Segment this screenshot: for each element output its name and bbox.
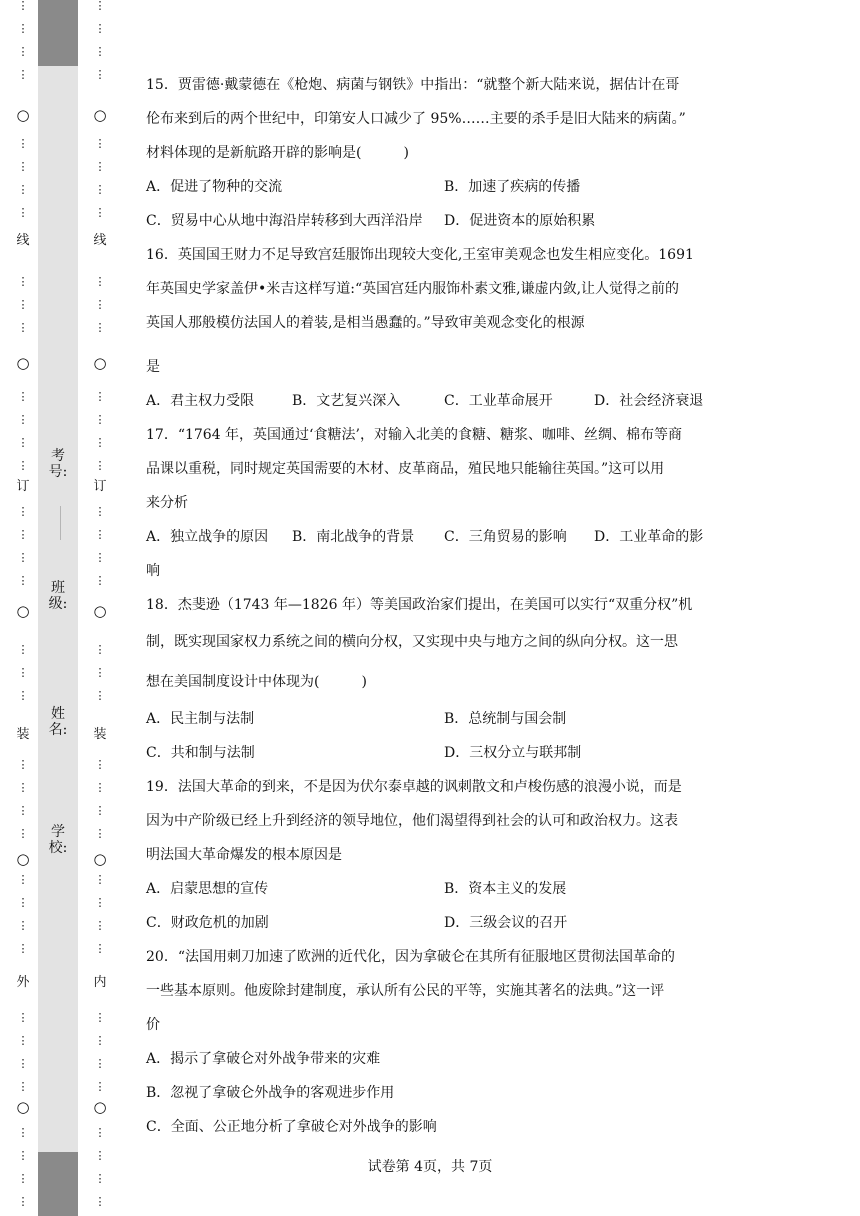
binding-dots: ⋮: [94, 781, 106, 794]
binding-dots: ⋮: [17, 298, 29, 311]
binding-dots: ⋮: [94, 666, 106, 679]
question-text-line: 制，既实现国家权力系统之间的横向分权，又实现中央与地方之间的纵向分权。这一思: [146, 634, 678, 650]
option-b: B．南北战争的背景: [292, 529, 415, 545]
option-b: B．加速了疾病的传播: [444, 179, 581, 195]
exam-number-blank: [60, 506, 61, 540]
binding-dots: ⋮: [17, 804, 29, 817]
binding-dots: ⋮: [17, 206, 29, 219]
binding-dots: ⋮: [17, 275, 29, 288]
binding-dots: ⋮: [17, 689, 29, 702]
option-a: A．君主权力受限: [146, 393, 255, 409]
option-row: [146, 702, 720, 736]
binding-dots: ⋮: [17, 1126, 29, 1139]
option-c: C．三角贸易的影响: [444, 529, 567, 545]
binding-dots: ⋮: [94, 137, 106, 150]
binding-dots: ⋮: [94, 827, 106, 840]
binding-dots: ⋮: [94, 1149, 106, 1162]
question-text-line: 材料体现的是新航路开辟的影响是( ): [146, 145, 409, 161]
binding-dots: ⋮: [17, 666, 29, 679]
binding-dots: ⋮: [94, 643, 106, 656]
binding-dots: ⋮: [94, 68, 106, 81]
question-text-line: 16．英国国王财力不足导致宫廷服饰出现较大变化,王室审美观念也发生相应变化。1691: [146, 247, 694, 263]
question-18: [146, 588, 720, 770]
binding-dots: ⋮: [17, 1011, 29, 1024]
exam-number-label: 考号:: [48, 448, 68, 480]
binding-dots: ⋮: [17, 643, 29, 656]
option-c: C．共和制与法制: [146, 745, 255, 761]
option-continuation: 响: [146, 563, 160, 579]
binding-dots: ⋮: [17, 183, 29, 196]
binding-dots: ⋮: [94, 758, 106, 771]
question-text-line: 19．法国大革命的到来，不是因为伏尔泰卓越的讽刺散文和卢梭伤感的浪漫小说，而是: [146, 779, 682, 795]
question-content: [146, 68, 720, 1144]
question-text-line: 20．“法国用刺刀加速了欧洲的近代化，因为拿破仑在其所有征服地区贯彻法国革命的: [146, 949, 675, 965]
option-a: A．启蒙思想的宣传: [146, 881, 269, 897]
binding-dots: ⋮: [17, 1149, 29, 1162]
option-c: C．工业革命展开: [444, 393, 553, 409]
question-text-line: 英国人那般模仿法国人的着装,是相当愚蠢的。”导致审美观念变化的根源: [146, 315, 585, 331]
question-15: [146, 68, 720, 238]
binding-dots: ⋮: [94, 206, 106, 219]
binding-word: 订: [16, 479, 30, 494]
binding-dots: ⋮: [94, 689, 106, 702]
option-d: D．促进资本的原始积累: [444, 213, 596, 229]
binding-dots: ⋮: [17, 919, 29, 932]
binding-dots: ⋮: [17, 321, 29, 334]
binding-dots: ⋮: [17, 413, 29, 426]
class-label: 班级:: [48, 580, 68, 612]
binding-word: 线: [93, 233, 107, 248]
option-a: A．促进了物种的交流: [146, 179, 283, 195]
option-d: D．三权分立与联邦制: [444, 745, 582, 761]
binding-dots: ⋮: [17, 390, 29, 403]
binding-dots: ⋮: [94, 896, 106, 909]
binding-dots: ⋮: [94, 574, 106, 587]
option-row: [146, 384, 720, 418]
binding-dots: ⋮: [17, 896, 29, 909]
binding-hole-circle: ○: [16, 354, 30, 372]
binding-dots: ⋮: [94, 942, 106, 955]
option-c: C．财政危机的加剧: [146, 915, 269, 931]
binding-dots: ⋮: [17, 827, 29, 840]
binding-dots: ⋮: [17, 873, 29, 886]
option-row: [146, 736, 720, 770]
binding-word: 线: [16, 233, 30, 248]
question-text-line: 是: [146, 359, 160, 375]
question-text-line: 17．“1764 年，英国通过‘食糖法’，对输入北美的食糖、糖浆、咖啡、丝绸、棉布等商: [146, 427, 682, 443]
option-d: D．工业革命的影: [594, 529, 704, 545]
binding-dots: ⋮: [94, 505, 106, 518]
binding-dots: ⋮: [17, 758, 29, 771]
question-text-line: 明法国大革命爆发的根本原因是: [146, 847, 342, 863]
binding-hole-circle: ○: [93, 602, 107, 620]
option-b: B．忽视了拿破仑外战争的客观进步作用: [146, 1085, 395, 1101]
binding-dots: ⋮: [94, 1011, 106, 1024]
binding-dots: ⋮: [94, 804, 106, 817]
option-a: A．民主制与法制: [146, 711, 255, 727]
binding-dots: ⋮: [94, 1126, 106, 1139]
option-row: [146, 170, 720, 204]
binding-word: 装: [93, 727, 107, 742]
question-19: [146, 770, 720, 940]
inner-binding-line: [93, 0, 107, 1216]
binding-hole-circle: ○: [93, 106, 107, 124]
binding-dots: ⋮: [17, 68, 29, 81]
binding-word: 内: [93, 975, 107, 990]
binding-dots: ⋮: [94, 1080, 106, 1093]
binding-dots: ⋮: [94, 22, 106, 35]
question-20: [146, 940, 720, 1144]
school-label: 学校:: [48, 824, 68, 856]
binding-dots: ⋮: [17, 160, 29, 173]
binding-dots: ⋮: [94, 1195, 106, 1208]
option-row: [146, 204, 720, 238]
binding-dots: ⋮: [94, 160, 106, 173]
outer-binding-line: [16, 0, 30, 1216]
page-number: 试卷第 4页，共 7页: [367, 1159, 493, 1175]
option-row: [146, 906, 720, 940]
binding-dots: ⋮: [17, 22, 29, 35]
question-text-line: 年英国史学家盖伊•米吉这样写道:“英国宫廷内服饰朴素文雅,谦虚内敛,让人觉得之前的: [146, 281, 680, 297]
question-text-line: 来分析: [146, 495, 188, 511]
binding-dots: ⋮: [94, 1172, 106, 1185]
binding-word: 订: [93, 479, 107, 494]
binding-dots: ⋮: [17, 1195, 29, 1208]
binding-hole-circle: ○: [93, 1098, 107, 1116]
binding-dots: ⋮: [94, 919, 106, 932]
binding-dots: ⋮: [94, 413, 106, 426]
binding-hole-circle: ○: [93, 850, 107, 868]
question-text-line: 15．贾雷德·戴蒙德在《枪炮、病菌与钢铁》中指出：“就整个新大陆来说，据估计在哥: [146, 77, 680, 93]
option-a: A．独立战争的原因: [146, 529, 269, 545]
binding-dots: ⋮: [17, 1080, 29, 1093]
binding-dots: ⋮: [17, 781, 29, 794]
binding-dots: ⋮: [17, 1034, 29, 1047]
question-16: [146, 238, 720, 418]
binding-dots: ⋮: [17, 0, 29, 12]
question-text-line: 伦布来到后的两个世纪中，印第安人口减少了 95%……主要的杀手是旧大陆来的病菌。”: [146, 111, 686, 127]
option-b: B．文艺复兴深入: [292, 393, 401, 409]
binding-hole-circle: ○: [16, 1098, 30, 1116]
binding-dots: ⋮: [17, 942, 29, 955]
binding-dots: ⋮: [94, 459, 106, 472]
binding-dots: ⋮: [94, 0, 106, 12]
question-text-line: 18．杰斐逊（1743 年—1826 年）等美国政治家们提出，在美国可以实行“双重分权”机: [146, 597, 693, 613]
question-text-line: 一些基本原则。他废除封建制度，承认所有公民的平等，实施其著名的法典。”这一评: [146, 983, 665, 999]
binding-dots: ⋮: [94, 528, 106, 541]
binding-dots: ⋮: [94, 1057, 106, 1070]
binding-hole-circle: ○: [16, 850, 30, 868]
binding-dots: ⋮: [17, 45, 29, 58]
question-text-line: 品课以重税，同时规定英国需要的木材、皮革商品，殖民地只能输往英国。”这可以用: [146, 461, 665, 477]
name-label: 姓名:: [48, 706, 68, 738]
binding-dots: ⋮: [94, 436, 106, 449]
binding-hole-circle: ○: [16, 106, 30, 124]
option-c: C．贸易中心从地中海沿岸转移到大西洋沿岸: [146, 213, 423, 229]
binding-strip-top-block: [38, 0, 78, 66]
option-c: C．全面、公正地分析了拿破仑对外战争的影响: [146, 1119, 437, 1135]
binding-dots: ⋮: [94, 321, 106, 334]
binding-word: 装: [16, 727, 30, 742]
option-d: D．三级会议的召开: [444, 915, 568, 931]
binding-word: 外: [16, 975, 30, 990]
binding-dots: ⋮: [94, 275, 106, 288]
binding-dots: ⋮: [17, 505, 29, 518]
binding-dots: ⋮: [17, 1057, 29, 1070]
binding-dots: ⋮: [17, 436, 29, 449]
binding-dots: ⋮: [94, 183, 106, 196]
binding-dots: ⋮: [94, 298, 106, 311]
binding-dots: ⋮: [94, 1034, 106, 1047]
binding-dots: ⋮: [94, 551, 106, 564]
binding-dots: ⋮: [94, 873, 106, 886]
binding-dots: ⋮: [17, 459, 29, 472]
binding-dots: ⋮: [17, 574, 29, 587]
binding-dots: ⋮: [94, 45, 106, 58]
option-row: [146, 872, 720, 906]
binding-dots: ⋮: [17, 528, 29, 541]
option-b: B．总统制与国会制: [444, 711, 567, 727]
binding-dots: ⋮: [17, 1172, 29, 1185]
binding-hole-circle: ○: [93, 354, 107, 372]
option-b: B．资本主义的发展: [444, 881, 567, 897]
question-text-line: 因为中产阶级已经上升到经济的领导地位，他们渴望得到社会的认可和政治权力。这表: [146, 813, 678, 829]
binding-hole-circle: ○: [16, 602, 30, 620]
question-text-line: 想在美国制度设计中体现为( ): [146, 674, 367, 690]
option-d: D．社会经济衰退: [594, 393, 704, 409]
binding-dots: ⋮: [94, 390, 106, 403]
option-a: A．揭示了拿破仑对外战争带来的灾难: [146, 1051, 381, 1067]
option-row: [146, 520, 720, 554]
binding-dots: ⋮: [17, 137, 29, 150]
binding-dots: ⋮: [17, 551, 29, 564]
question-17: [146, 418, 720, 588]
question-text-line: 价: [146, 1017, 160, 1033]
